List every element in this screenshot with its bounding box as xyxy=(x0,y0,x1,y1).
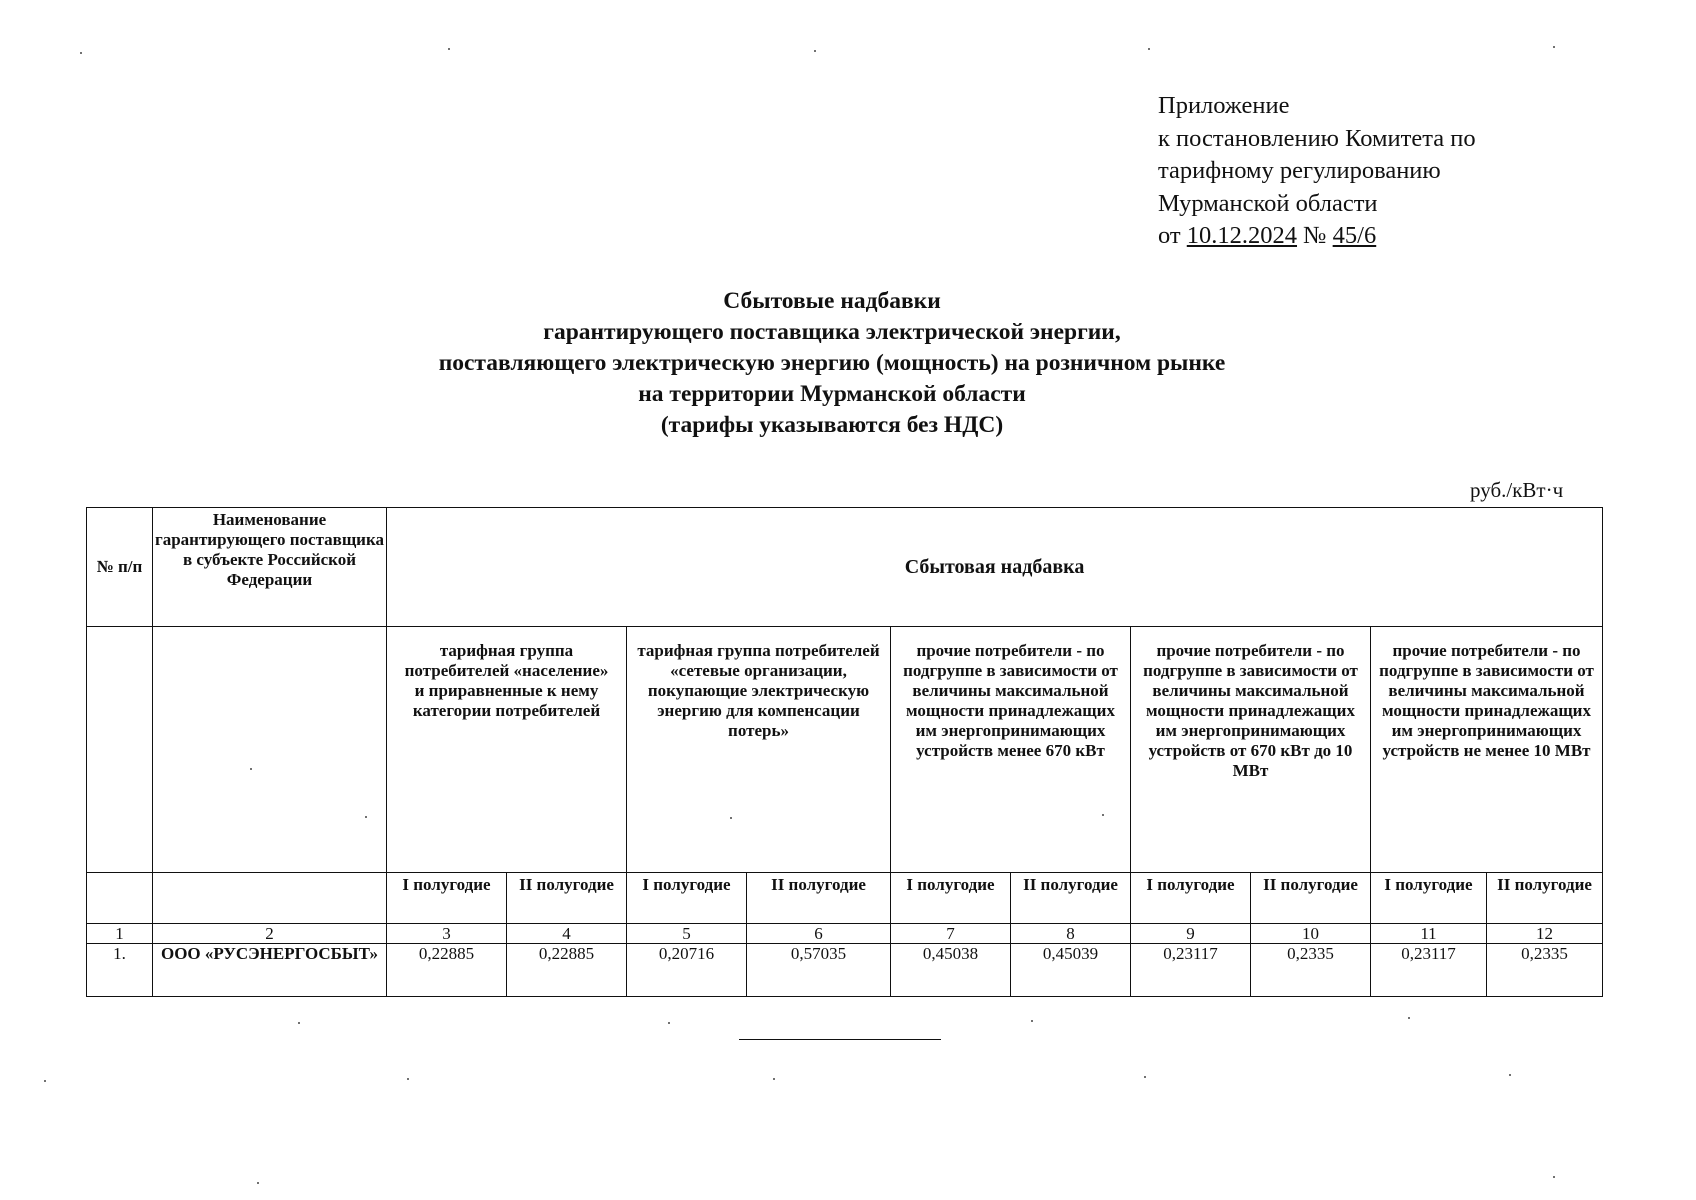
scan-speck xyxy=(1509,1074,1511,1076)
column-number: 9 xyxy=(1131,924,1251,944)
decree-number: 45/6 xyxy=(1332,222,1377,249)
markup-value: 0,57035 xyxy=(747,944,891,997)
title-line: (тарифы указываются без НДС) xyxy=(660,412,1004,438)
row-number: 1. xyxy=(87,944,153,997)
header-row-2 xyxy=(87,627,1603,873)
markup-value: 0,2335 xyxy=(1251,944,1371,997)
title-line: Сбытовые надбавки xyxy=(723,288,941,314)
markup-value: 0,20716 xyxy=(627,944,747,997)
half-header: I полугодие xyxy=(627,873,747,924)
markup-value: 0,45039 xyxy=(1011,944,1131,997)
unit-label: руб./кВт·ч xyxy=(1470,478,1564,502)
column-number: 3 xyxy=(387,924,507,944)
group-header-less-670: прочие потребители - по подгруппе в зависимости от величины максимальной мощности принадлежащих им энергопринимающих устройств менее 670 кВт xyxy=(891,627,1131,873)
half-header: I полугодие xyxy=(891,873,1011,924)
col-name-header: Наименование гарантирующего поставщика в субъекте Российской Федерации xyxy=(153,508,387,627)
group-header-population: тарифная группа потребителей «население» и приравненные к нему категории потребителей xyxy=(387,627,627,873)
scan-speck xyxy=(1553,46,1555,48)
column-number: 4 xyxy=(507,924,627,944)
appendix-block xyxy=(1158,90,1476,253)
header-row-3 xyxy=(87,873,1603,924)
scan-speck xyxy=(407,1078,409,1080)
column-number: 11 xyxy=(1371,924,1487,944)
column-number-row xyxy=(87,924,1603,944)
title-line: поставляющего электрическую энергию (мощность) на розничном рынке xyxy=(438,350,1226,376)
header-row-1 xyxy=(87,508,1603,627)
number-sign: № xyxy=(1303,222,1327,249)
appendix-line: к постановлению Комитета по xyxy=(1158,124,1476,152)
scan-speck xyxy=(448,48,450,50)
half-header: II полугодие xyxy=(1487,873,1603,924)
markup-value: 0,22885 xyxy=(507,944,627,997)
decree-date: 10.12.2024 xyxy=(1186,222,1298,249)
scan-speck xyxy=(80,52,82,54)
half-header: II полугодие xyxy=(507,873,627,924)
appendix-line: Приложение xyxy=(1158,92,1290,119)
document-title xyxy=(0,286,1680,441)
markup-value: 0,45038 xyxy=(891,944,1011,997)
half-header: I полугодие xyxy=(1371,873,1487,924)
scan-speck xyxy=(1408,1017,1410,1019)
col-num-header: № п/п xyxy=(87,508,153,627)
empty-cell xyxy=(87,873,153,924)
scan-speck xyxy=(668,1022,670,1024)
scan-speck xyxy=(1553,1176,1555,1178)
supplier-name: ООО «РУСЭНЕРГОСБЫТ» xyxy=(153,944,387,997)
markup-value: 0,23117 xyxy=(1131,944,1251,997)
half-header: II полугодие xyxy=(747,873,891,924)
appendix-line: Мурманской области xyxy=(1158,189,1378,217)
scan-speck xyxy=(44,1080,46,1082)
scan-speck xyxy=(298,1022,300,1024)
appendix-date-line xyxy=(1158,220,1476,253)
half-header: I полугодие xyxy=(1131,873,1251,924)
column-number: 1 xyxy=(87,924,153,944)
markup-value: 0,2335 xyxy=(1487,944,1603,997)
scan-speck xyxy=(257,1182,259,1184)
date-prefix: от xyxy=(1158,222,1181,249)
column-number: 6 xyxy=(747,924,891,944)
group-header-over-10: прочие потребители - по подгруппе в зависимости от величины максимальной мощности принадлежащих им энергопринимающих устройств не менее 10 МВт xyxy=(1371,627,1603,873)
scan-speck xyxy=(1148,48,1150,50)
half-header: I полугодие xyxy=(387,873,507,924)
markup-value: 0,23117 xyxy=(1371,944,1487,997)
column-number: 7 xyxy=(891,924,1011,944)
scan-speck xyxy=(730,817,732,819)
scan-speck xyxy=(365,816,367,818)
empty-cell xyxy=(87,627,153,873)
half-header: II полугодие xyxy=(1011,873,1131,924)
table-row xyxy=(87,944,1603,997)
scan-speck xyxy=(814,50,816,52)
half-header: II полугодие xyxy=(1251,873,1371,924)
column-number: 5 xyxy=(627,924,747,944)
scan-speck xyxy=(1144,1076,1146,1078)
markup-value: 0,22885 xyxy=(387,944,507,997)
scan-speck xyxy=(250,768,252,770)
empty-cell xyxy=(153,627,387,873)
empty-cell xyxy=(153,873,387,924)
closing-line xyxy=(739,1039,941,1040)
column-number: 12 xyxy=(1487,924,1603,944)
group-header-670-10: прочие потребители - по подгруппе в зависимости от величины максимальной мощности принадлежащих им энергопринимающих устройств от 670 кВт до 10 МВт xyxy=(1131,627,1371,873)
title-line: гарантирующего поставщика электрической энергии, xyxy=(543,319,1121,345)
scan-speck xyxy=(773,1078,775,1080)
scan-speck xyxy=(1102,814,1104,816)
col-markup-header: Сбытовая надбавка xyxy=(387,508,1603,627)
column-number: 8 xyxy=(1011,924,1131,944)
group-header-network: тарифная группа потребителей «сетевые организации, покупающие электрическую энергию для компенсации потерь» xyxy=(627,627,891,873)
title-line: на территории Мурманской области xyxy=(638,381,1026,407)
markup-table xyxy=(86,507,1603,997)
appendix-line: тарифному регулированию xyxy=(1158,157,1441,184)
column-number: 2 xyxy=(153,924,387,944)
column-number: 10 xyxy=(1251,924,1371,944)
scan-speck xyxy=(1031,1020,1033,1022)
